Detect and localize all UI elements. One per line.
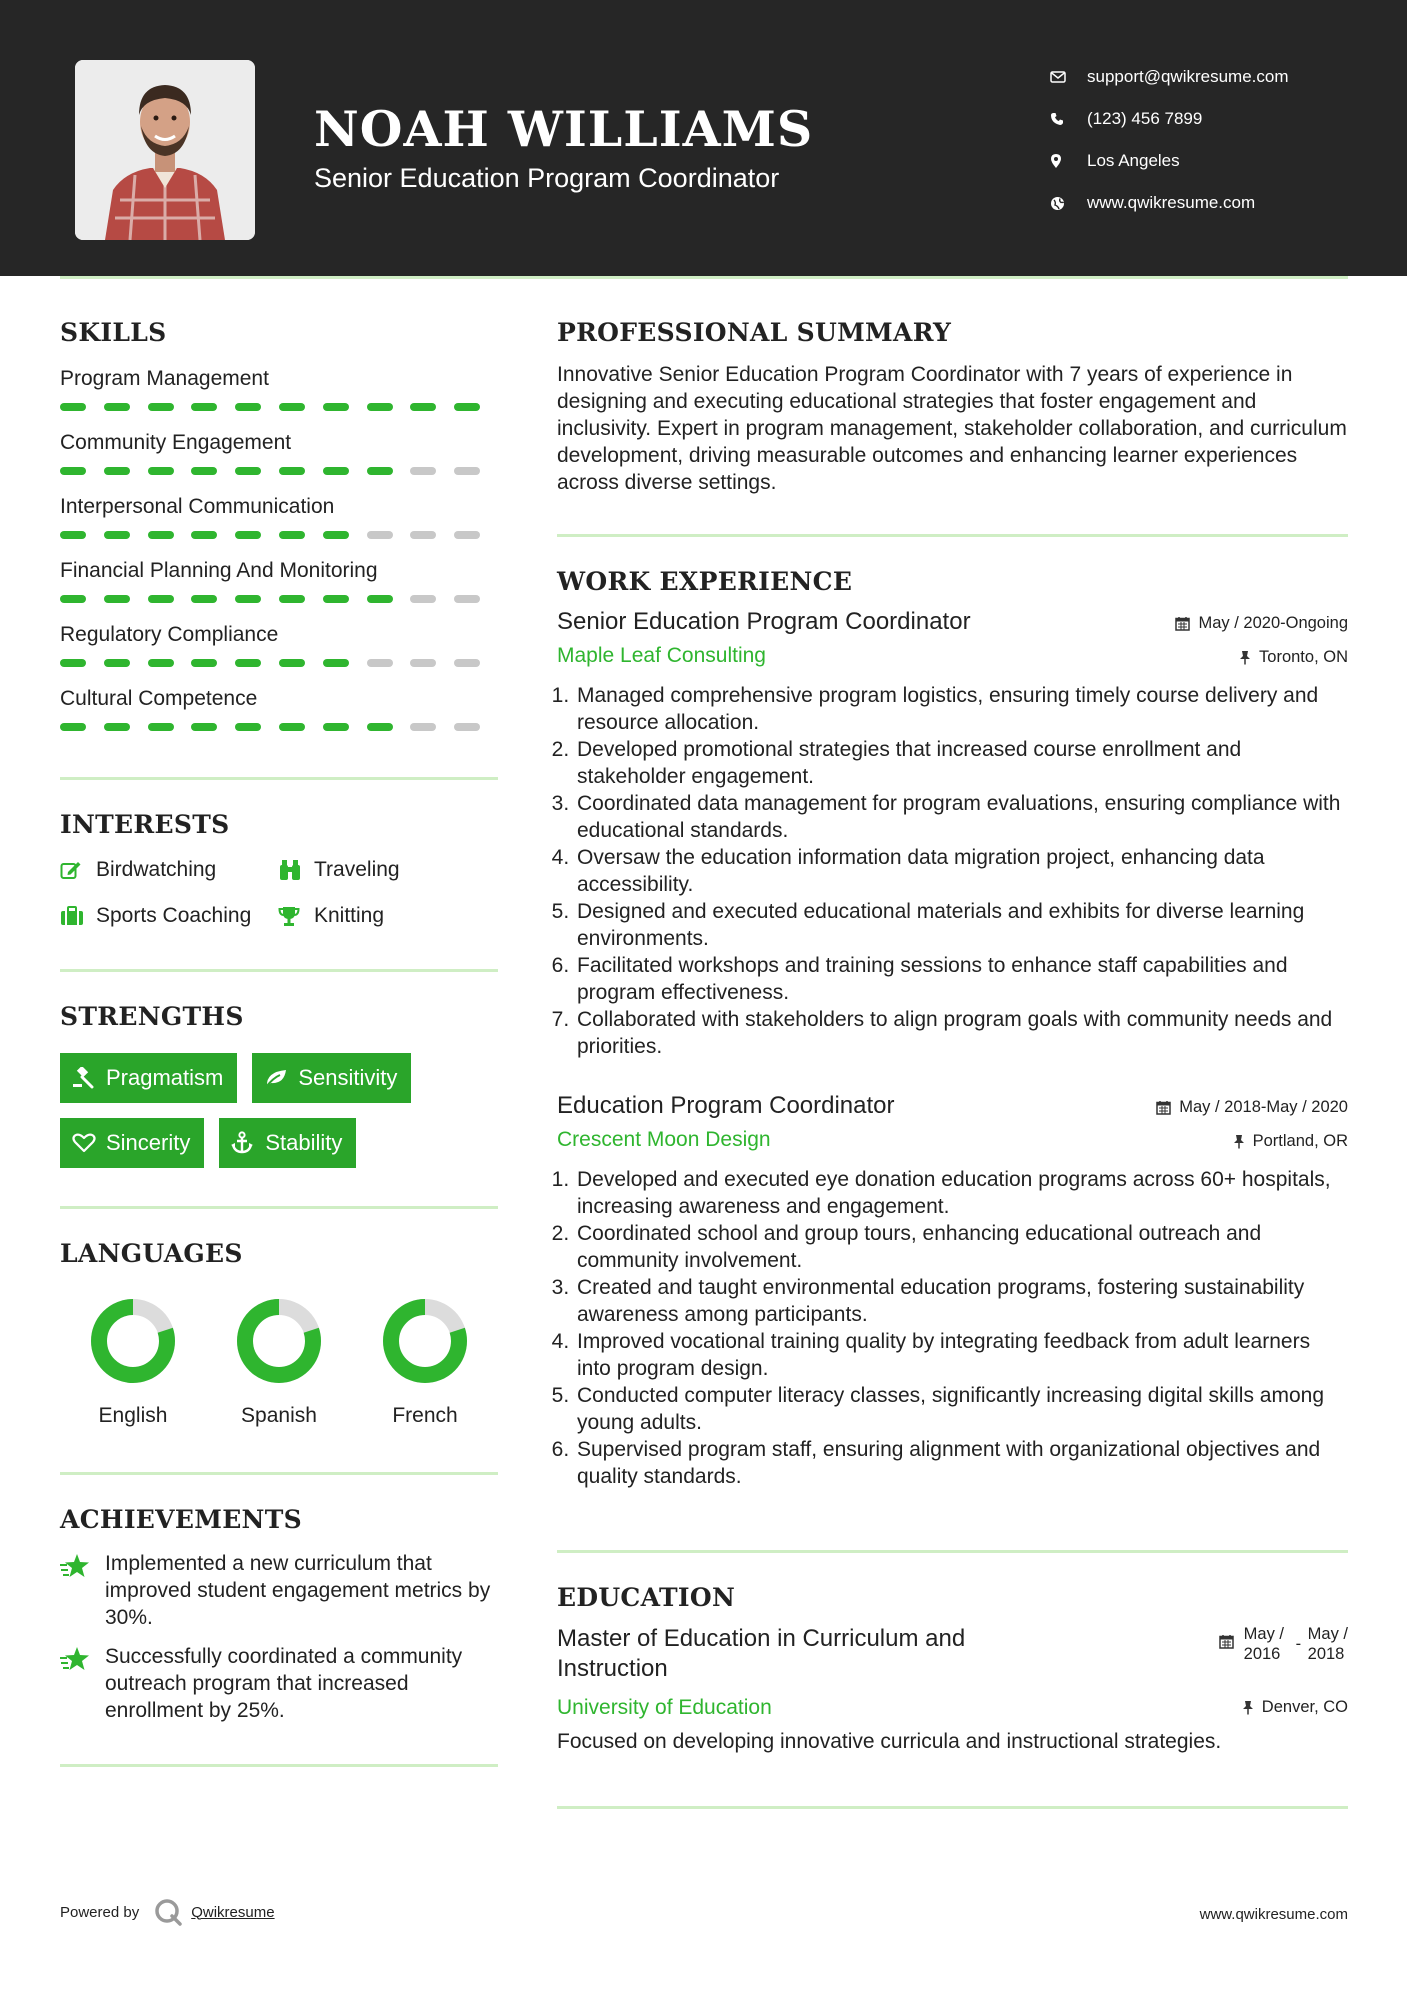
- rating-dot-empty: [454, 723, 480, 731]
- strength-label: Pragmatism: [106, 1065, 224, 1090]
- rating-dot-filled: [367, 723, 393, 731]
- profile-photo: [75, 60, 255, 240]
- skill-name: Regulatory Compliance: [60, 623, 279, 646]
- rating-dot-filled: [60, 659, 86, 667]
- heart-icon: [72, 1133, 106, 1153]
- education-location: [1242, 1698, 1348, 1717]
- language-proficiency-ring: [236, 1298, 322, 1384]
- skill-name: Financial Planning And Monitoring: [60, 559, 378, 582]
- job-duty: 6. Facilitated workshops and training sessions to enhance staff capabilities and program effectiveness.: [575, 952, 1348, 1006]
- achievements-heading: ACHIEVEMENTS: [60, 1505, 302, 1534]
- rating-dot-filled: [148, 659, 174, 667]
- job-title: Senior Education Program Coordinator: [557, 608, 971, 635]
- languages-list: [60, 1298, 498, 1428]
- skill-rating: [60, 595, 498, 603]
- rating-dot-empty: [367, 659, 393, 667]
- interest-item: [60, 903, 278, 929]
- rating-dot-filled: [367, 403, 393, 411]
- rating-dot-filled: [104, 531, 130, 539]
- strength-tag: [252, 1053, 411, 1103]
- rating-dot-empty: [410, 467, 436, 475]
- education-subheader: [557, 1696, 1348, 1720]
- gavel-icon: [72, 1067, 106, 1089]
- rating-dot-filled: [454, 403, 480, 411]
- job-duty: 4. Improved vocational training quality by integrating feedback from adult learners into program design.: [575, 1328, 1348, 1382]
- interest-label: Traveling: [314, 858, 400, 881]
- skills-list: [60, 365, 498, 731]
- rating-dot-filled: [60, 595, 86, 603]
- skills-section: [60, 318, 498, 731]
- education-date-end: [1308, 1624, 1348, 1664]
- school-name: University of Education: [557, 1696, 772, 1719]
- achievement-text: Implemented a new curriculum that improved student engagement metrics by 30%.: [105, 1552, 491, 1629]
- languages-heading: LANGUAGES: [60, 1239, 243, 1268]
- job-location-text: Portland, OR: [1252, 1132, 1348, 1150]
- section-divider: [60, 1764, 498, 1767]
- experience-section: [557, 567, 1348, 1490]
- rating-dot-empty: [410, 723, 436, 731]
- rating-dot-filled: [323, 467, 349, 475]
- footer-url[interactable]: www.qwikresume.com: [1199, 1906, 1348, 1923]
- contact-phone[interactable]: [1050, 98, 1289, 140]
- contact-email-text: support@qwikresume.com: [1087, 67, 1289, 86]
- interest-label: Birdwatching: [96, 858, 217, 881]
- job-title: Education Program Coordinator: [557, 1092, 895, 1119]
- rating-dot-filled: [191, 403, 217, 411]
- star-icon: [60, 1550, 105, 1631]
- strengths-section: [60, 1002, 498, 1168]
- rating-dot-filled: [323, 595, 349, 603]
- candidate-title: Senior Education Program Coordinator: [314, 163, 780, 193]
- rating-dot-filled: [191, 531, 217, 539]
- date-start-year: 2016: [1243, 1645, 1281, 1663]
- language-label: English: [98, 1404, 168, 1427]
- strength-label: Sincerity: [106, 1130, 191, 1155]
- education-header: [557, 1624, 1348, 1684]
- language-proficiency-ring: [382, 1298, 468, 1384]
- footer-branding: [60, 1897, 275, 1927]
- interests-section: [60, 810, 498, 929]
- job-duty: 6. Supervised program staff, ensuring alignment with organizational objectives and quality standards.: [575, 1436, 1348, 1490]
- date-separator: -: [1295, 1635, 1302, 1653]
- trophy-icon: [278, 905, 314, 927]
- interest-item: [278, 857, 498, 883]
- rating-dot-filled: [410, 403, 436, 411]
- job-duty: 1. Developed and executed eye donation education programs across 60+ hospitals, increasing awareness and engagement.: [575, 1166, 1348, 1220]
- rating-dot-filled: [235, 723, 261, 731]
- language-label: Spanish: [241, 1404, 317, 1427]
- rating-dot-filled: [191, 659, 217, 667]
- leaf-icon: [264, 1068, 298, 1088]
- degree-title-line1: Master of Education in Curriculum and: [557, 1625, 966, 1652]
- star-icon: [60, 1643, 105, 1724]
- job-subheader: [557, 644, 1348, 668]
- skill-name: Community Engagement: [60, 431, 292, 454]
- phone-icon: [1050, 112, 1087, 126]
- achievement-text: Successfully coordinated a community outreach program that increased enrollment by 25%.: [105, 1645, 463, 1722]
- section-divider: [557, 1550, 1348, 1553]
- rating-dot-filled: [323, 403, 349, 411]
- rating-dot-filled: [191, 595, 217, 603]
- briefcase-icon: [60, 906, 96, 926]
- strength-label: Stability: [265, 1130, 343, 1155]
- rating-dot-filled: [279, 659, 305, 667]
- job-duties-list: [557, 1166, 1348, 1490]
- contact-location: [1050, 140, 1289, 182]
- rating-dot-empty: [367, 531, 393, 539]
- envelope-icon: [1050, 71, 1087, 83]
- rating-dot-empty: [454, 659, 480, 667]
- job-location: [1233, 1132, 1348, 1151]
- date-end-year: 2018: [1307, 1645, 1345, 1663]
- contact-list: [1050, 56, 1289, 224]
- rating-dot-filled: [367, 595, 393, 603]
- rating-dot-filled: [235, 595, 261, 603]
- rating-dot-filled: [279, 403, 305, 411]
- resume-header: [0, 0, 1407, 276]
- interests-list: [60, 857, 498, 929]
- skill-rating: [60, 723, 498, 731]
- binoculars-icon: [278, 859, 314, 881]
- right-column: [557, 318, 1348, 1809]
- candidate-name: NOAH WILLIAMS: [314, 100, 814, 158]
- rating-dot-filled: [279, 467, 305, 475]
- rating-dot-filled: [148, 595, 174, 603]
- rating-dot-empty: [454, 467, 480, 475]
- job-entry: [557, 608, 1348, 1060]
- rating-dot-filled: [60, 467, 86, 475]
- qwikresume-link[interactable]: Qwikresume: [191, 1903, 275, 1921]
- education-date-start: [1244, 1624, 1296, 1664]
- job-duty: 5. Conducted computer literacy classes, significantly increasing digital skills among young adults.: [575, 1382, 1348, 1436]
- company-name: Maple Leaf Consulting: [557, 644, 766, 667]
- skill-rating: [60, 467, 498, 475]
- powered-by-label: Powered by: [60, 1903, 140, 1921]
- education-description: Focused on developing innovative curricula and instructional strategies.: [557, 1730, 1222, 1753]
- calendar-icon: [1156, 1100, 1171, 1115]
- rating-dot-filled: [148, 723, 174, 731]
- rating-dot-filled: [60, 531, 86, 539]
- skill-rating: [60, 659, 498, 667]
- skill-name: Cultural Competence: [60, 687, 258, 710]
- job-duty: 7. Collaborated with stakeholders to align program goals with community needs and priorities.: [575, 1006, 1348, 1060]
- section-divider: [60, 777, 498, 780]
- rating-dot-filled: [235, 659, 261, 667]
- contact-website[interactable]: [1050, 182, 1289, 224]
- rating-dot-filled: [235, 403, 261, 411]
- experience-heading: WORK EXPERIENCE: [557, 567, 853, 596]
- company-name: Crescent Moon Design: [557, 1128, 771, 1151]
- rating-dot-filled: [148, 531, 174, 539]
- contact-location-text: Los Angeles: [1087, 151, 1180, 170]
- section-divider: [557, 1806, 1348, 1809]
- date-end-month: May /: [1307, 1625, 1348, 1643]
- skill-item: [60, 365, 498, 411]
- rating-dot-filled: [323, 531, 349, 539]
- job-date-text: May / 2020-Ongoing: [1198, 614, 1348, 632]
- person-portrait-icon: [75, 60, 255, 240]
- rating-dot-filled: [279, 531, 305, 539]
- rating-dot-filled: [104, 595, 130, 603]
- job-entry: [557, 1092, 1348, 1490]
- contact-phone-text: (123) 456 7899: [1087, 109, 1203, 128]
- edit-icon: [60, 860, 96, 880]
- rating-dot-filled: [279, 723, 305, 731]
- skill-rating: [60, 403, 498, 411]
- achievement-item: [60, 1550, 498, 1631]
- skill-item: [60, 429, 498, 475]
- job-location: [1239, 648, 1348, 667]
- rating-dot-filled: [148, 467, 174, 475]
- education-section: [557, 1583, 1348, 1754]
- job-duty: 5. Designed and executed educational materials and exhibits for diverse learning environments.: [575, 898, 1348, 952]
- qwikresume-logo-icon: [153, 1897, 183, 1927]
- job-duty: 3. Coordinated data management for program evaluations, ensuring compliance with educational standards.: [575, 790, 1348, 844]
- rating-dot-filled: [235, 467, 261, 475]
- interest-label: Knitting: [314, 904, 385, 927]
- strengths-list: [60, 1053, 500, 1168]
- summary-heading: PROFESSIONAL SUMMARY: [557, 318, 952, 347]
- section-divider: [60, 1472, 498, 1475]
- job-header: [557, 608, 1348, 636]
- rating-dot-filled: [191, 467, 217, 475]
- achievements-section: [60, 1505, 498, 1724]
- rating-dot-empty: [410, 595, 436, 603]
- degree-title: [557, 1624, 965, 1684]
- date-start-month: May /: [1243, 1625, 1284, 1643]
- skill-name: Program Management: [60, 367, 269, 390]
- rating-dot-filled: [279, 595, 305, 603]
- globe-icon: [1050, 196, 1087, 211]
- rating-dot-filled: [323, 723, 349, 731]
- calendar-icon: [1219, 1634, 1234, 1649]
- rating-dot-filled: [323, 659, 349, 667]
- pushpin-icon: [1239, 650, 1251, 665]
- skill-item: [60, 557, 498, 603]
- rating-dot-filled: [191, 723, 217, 731]
- job-duty: 3. Created and taught environmental education programs, fostering sustainability awareness among participants.: [575, 1274, 1348, 1328]
- language-label: French: [392, 1404, 458, 1427]
- strength-label: Sensitivity: [298, 1065, 398, 1090]
- skill-item: [60, 621, 498, 667]
- skill-name: Interpersonal Communication: [60, 495, 335, 518]
- job-header: [557, 1092, 1348, 1120]
- summary-section: [557, 318, 1348, 496]
- rating-dot-empty: [454, 595, 480, 603]
- left-column: [60, 318, 498, 1767]
- strength-tag: [60, 1118, 204, 1168]
- rating-dot-empty: [454, 531, 480, 539]
- interest-item: [60, 857, 278, 883]
- skill-rating: [60, 531, 498, 539]
- rating-dot-empty: [410, 659, 436, 667]
- job-duty: 1. Managed comprehensive program logistics, ensuring timely course delivery and resource allocation.: [575, 682, 1348, 736]
- job-date: [1175, 614, 1348, 633]
- strength-tag: [219, 1118, 356, 1168]
- degree-title-line2: Instruction: [557, 1655, 668, 1682]
- skill-item: [60, 493, 498, 539]
- strengths-heading: STRENGTHS: [60, 1002, 244, 1031]
- job-duty: 2. Developed promotional strategies that increased course enrollment and stakeholder engagement.: [575, 736, 1348, 790]
- pushpin-icon: [1233, 1134, 1245, 1149]
- skill-item: [60, 685, 498, 731]
- section-divider: [60, 1206, 498, 1209]
- interest-label: Sports Coaching: [96, 904, 252, 927]
- job-date: [1156, 1098, 1348, 1117]
- skills-heading: SKILLS: [60, 318, 167, 347]
- interest-item: [278, 903, 498, 929]
- map-pin-icon: [1050, 153, 1087, 169]
- language-item: [206, 1298, 352, 1428]
- strength-tag: [60, 1053, 237, 1103]
- education-heading: EDUCATION: [557, 1583, 736, 1612]
- job-duty: 2. Coordinated school and group tours, enhancing educational outreach and community involvement.: [575, 1220, 1348, 1274]
- rating-dot-filled: [104, 723, 130, 731]
- contact-website-text: www.qwikresume.com: [1087, 193, 1256, 212]
- rating-dot-filled: [104, 659, 130, 667]
- rating-dot-filled: [60, 723, 86, 731]
- header-divider: [60, 276, 1348, 279]
- section-divider: [60, 969, 498, 972]
- pushpin-icon: [1242, 1700, 1254, 1715]
- contact-email[interactable]: [1050, 56, 1289, 98]
- rating-dot-filled: [104, 403, 130, 411]
- summary-text: Innovative Senior Education Program Coordinator with 7 years of experience in designing and executing educational strategies that foster engagement and inclusivity. Expert in program management, stakeholder collaboration, and curriculum development, driving measurable outcomes and enhancing learner experiences across diverse settings.: [557, 363, 1347, 494]
- rating-dot-empty: [410, 531, 436, 539]
- achievement-item: [60, 1643, 498, 1724]
- education-location-text: Denver, CO: [1261, 1698, 1348, 1716]
- rating-dot-filled: [104, 467, 130, 475]
- rating-dot-filled: [60, 403, 86, 411]
- rating-dot-filled: [367, 467, 393, 475]
- job-duty: 4. Oversaw the education information data migration project, enhancing data accessibility.: [575, 844, 1348, 898]
- language-item: [352, 1298, 498, 1428]
- job-date-text: May / 2018-May / 2020: [1179, 1098, 1348, 1116]
- interests-heading: INTERESTS: [60, 810, 230, 839]
- job-duties-list: [557, 682, 1348, 1060]
- language-proficiency-ring: [90, 1298, 176, 1384]
- education-date: [1219, 1624, 1348, 1664]
- job-location-text: Toronto, ON: [1259, 648, 1348, 666]
- job-subheader: [557, 1128, 1348, 1152]
- rating-dot-filled: [148, 403, 174, 411]
- anchor-icon: [231, 1131, 265, 1155]
- rating-dot-filled: [235, 531, 261, 539]
- section-divider: [557, 534, 1348, 537]
- language-item: [60, 1298, 206, 1428]
- languages-section: [60, 1239, 498, 1428]
- calendar-icon: [1175, 616, 1190, 631]
